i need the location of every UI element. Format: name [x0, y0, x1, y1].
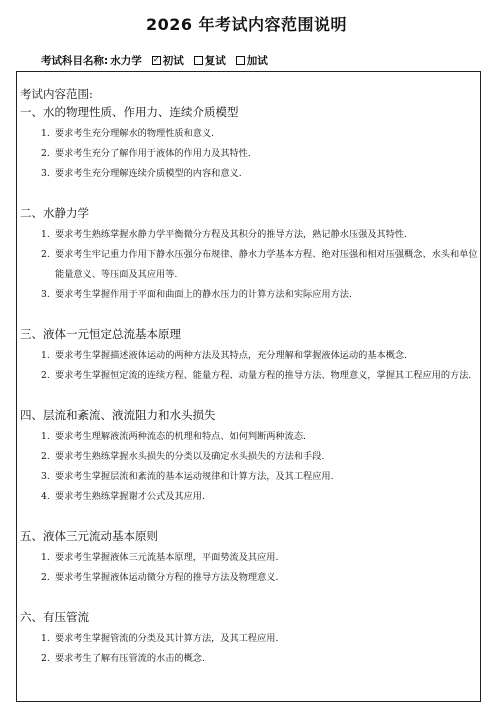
section-5 [20, 527, 480, 588]
item-text: 要求考生掌握管流的分类及其计算方法，及其工程应用. [55, 633, 279, 644]
section-title: 二、水静力学 [20, 206, 89, 220]
list-item [20, 447, 480, 467]
item-text: 要求考生牢记重力作用下静水压强分布规律、静水力学基本方程、绝对压强和相对压强概念、水头和单位能量意义、等压面及其应用等. [55, 249, 478, 280]
exam-subject-row [41, 53, 278, 68]
list-item [20, 649, 480, 669]
item-number: 2. [41, 572, 50, 583]
section-6 [20, 608, 480, 669]
checkbox-empty-icon [194, 56, 203, 65]
list-item [20, 629, 480, 649]
item-text: 要求考生掌握层流和紊流的基本运动规律和计算方法，及其工程应用. [55, 471, 334, 482]
list-item [20, 245, 480, 285]
exam-type-label: 初试 [162, 55, 184, 67]
exam-type-label: 复试 [204, 55, 226, 67]
item-text: 要求考生掌握描述液体运动的两种方法及其特点，充分理解和掌握液体运动的基本概念. [55, 350, 408, 361]
list-item [20, 568, 480, 588]
list-item [20, 366, 480, 386]
list-item [20, 346, 480, 366]
list-item [20, 487, 480, 507]
item-text: 要求考生掌握液体运动微分方程的推导方法及物理意义. [55, 572, 279, 583]
list-item [20, 144, 480, 164]
item-text: 要求考生充分理解水的物理性质和意义. [55, 128, 215, 139]
section-4 [20, 406, 480, 507]
exam-type-checkbox-jiashi[interactable] [236, 53, 268, 68]
item-text: 要求考生掌握作用于平面和曲面上的静水压力的计算方法和实际应用方法. [55, 289, 352, 300]
item-number: 1. [41, 552, 50, 563]
section-2 [20, 204, 480, 305]
item-number: 2. [41, 370, 50, 381]
content-body [20, 86, 480, 669]
scope-label: 考试内容范围: [20, 87, 93, 101]
item-number: 2. [41, 148, 50, 159]
section-title: 六、有压管流 [20, 610, 89, 624]
list-item [20, 225, 480, 245]
item-number: 3. [41, 168, 50, 179]
item-text: 要求考生了解有压管流的水击的概念. [55, 653, 205, 664]
section-title: 四、层流和紊流、液流阻力和水头损失 [20, 408, 216, 422]
checkbox-checked-icon: ✓ [152, 55, 161, 65]
item-number: 2. [41, 249, 50, 260]
list-item [20, 427, 480, 447]
section-title: 五、液体三元流动基本原则 [20, 529, 158, 543]
item-number: 1. [41, 350, 50, 361]
section-1 [20, 103, 480, 184]
checkbox-empty-icon [236, 56, 245, 65]
item-number: 2. [41, 653, 50, 664]
item-number: 1. [41, 431, 50, 442]
item-number: 3. [41, 471, 50, 482]
item-number: 1. [41, 229, 50, 240]
exam-type-checkbox-fushi[interactable] [194, 53, 226, 68]
item-number: 3. [41, 289, 50, 300]
item-number: 4. [41, 491, 50, 502]
section-title: 一、水的物理性质、作用力、连续介质模型 [20, 105, 239, 119]
section-3 [20, 325, 480, 386]
item-text: 要求考生熟练掌握水静力学平衡微分方程及其积分的推导方法，熟记静水压强及其特性. [55, 229, 408, 240]
exam-type-label: 加试 [246, 55, 268, 67]
page-title: 2026 年考试内容范围说明 [145, 15, 348, 34]
list-item [20, 285, 480, 305]
item-text: 要求考生掌握恒定流的连续方程、能量方程、动量方程的推导方法、物理意义，掌握其工程应用的方法. [55, 370, 472, 381]
list-item [20, 467, 480, 487]
exam-type-checkbox-chushi[interactable] [152, 53, 184, 68]
list-item [20, 164, 480, 184]
item-text: 要求考生熟练掌握水头损失的分类以及确定水头损失的方法和手段. [55, 451, 325, 462]
item-number: 1. [41, 633, 50, 644]
item-number: 2. [41, 451, 50, 462]
item-text: 要求考生理解液流两种流态的机理和特点、如何判断两种流态. [55, 431, 306, 442]
item-number: 1. [41, 128, 50, 139]
subject-value: 水力学 [110, 55, 142, 67]
item-text: 要求考生充分了解作用于液体的作用力及其特性. [55, 148, 251, 159]
list-item [20, 548, 480, 568]
item-text: 要求考生熟练掌握谢才公式及其应用. [55, 491, 205, 502]
section-title: 三、液体一元恒定总流基本原理 [20, 327, 181, 341]
item-text: 要求考生充分理解连续介质模型的内容和意义. [55, 168, 242, 179]
subject-label: 考试科目名称: [41, 55, 109, 67]
list-item [20, 124, 480, 144]
item-text: 要求考生掌握液体三元流基本原理，平面势流及其应用. [55, 552, 279, 563]
